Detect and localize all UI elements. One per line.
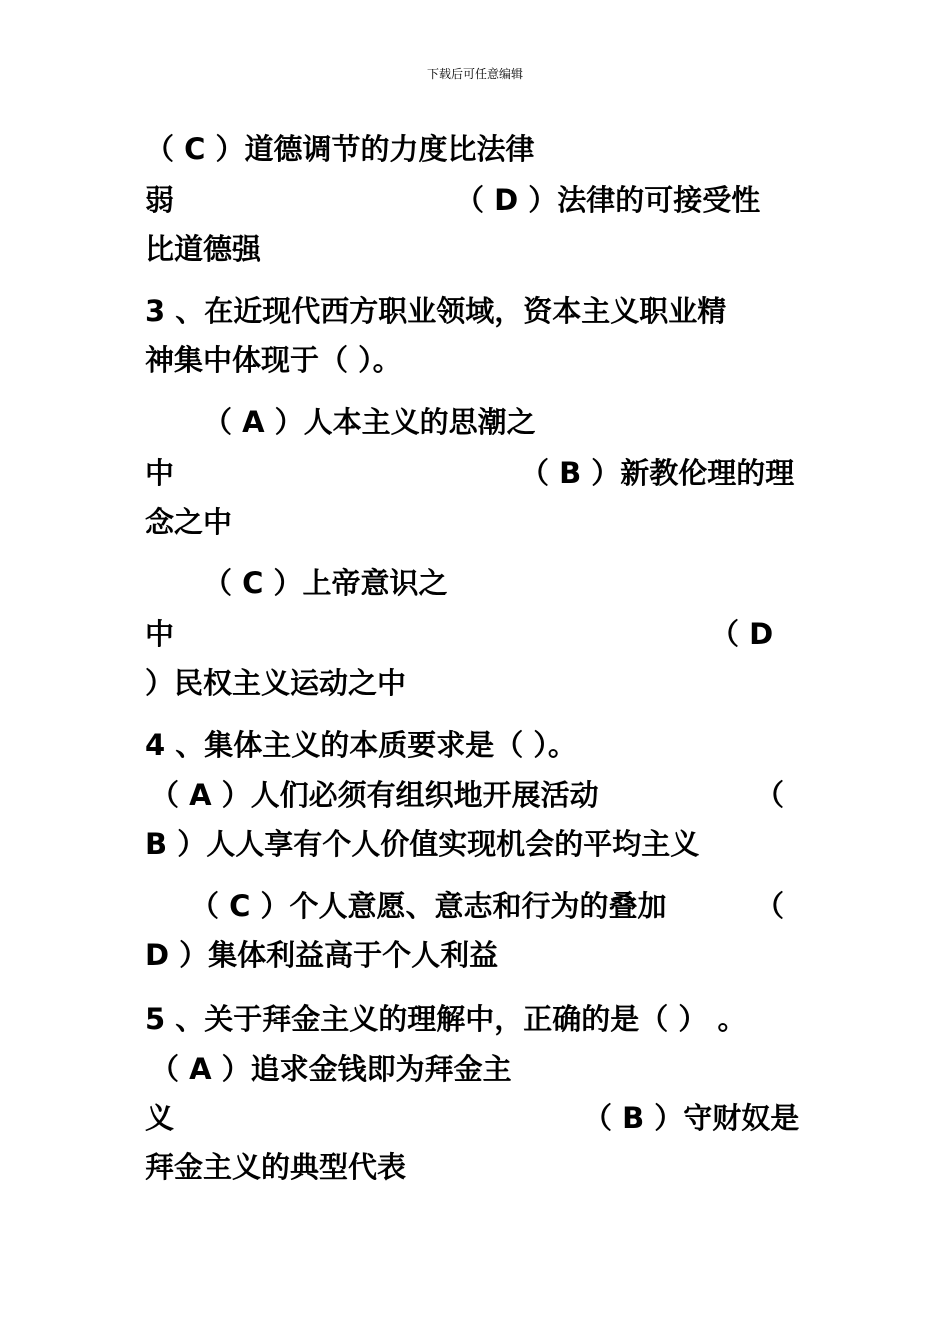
q2-option-c: （ C ）道德调节的力度比法律 — [145, 132, 535, 166]
q3-option-d: （ D — [710, 617, 774, 651]
q2-option-d: （ D ）法律的可接受性 — [455, 183, 761, 217]
q4-option-b: B ）人人享有个人价值实现机会的平均主义 — [145, 827, 700, 861]
q5-question: 5 、关于拜金主义的理解中，正确的是（ ） 。 — [145, 1002, 747, 1036]
q3-option-c: （ C ）上帝意识之 — [203, 566, 448, 600]
q5-option-a: （ A ）追求金钱即为拜金主 — [150, 1052, 512, 1086]
q3-option-a: （ A ）人本主义的思潮之 — [203, 405, 536, 439]
q3-question-continued: 神集中体现于（ ）。 — [145, 343, 402, 377]
q3-option-a-continued: 中 — [145, 456, 175, 490]
q4-option-d: D ）集体利益高于个人利益 — [145, 938, 499, 972]
q4-question: 4 、集体主义的本质要求是（ ）。 — [145, 728, 577, 762]
q4-option-c: （ C ）个人意愿、意志和行为的叠加 — [190, 889, 667, 923]
page-header: 下载后可任意编辑 — [426, 67, 523, 81]
q2-option-c-continued: 弱 — [145, 183, 175, 217]
q3-question: 3 、在近现代西方职业领域，资本主义职业精 — [145, 294, 727, 328]
q4-option-b-paren: （ — [755, 778, 785, 812]
q3-option-b: （ B ）新教伦理的理 — [520, 456, 795, 490]
q3-option-c-continued: 中 — [145, 617, 175, 651]
q3-option-b-continued: 念之中 — [145, 505, 233, 539]
q4-option-d-paren: （ — [755, 889, 785, 923]
q5-option-b: （ B ）守财奴是 — [583, 1101, 800, 1135]
q3-option-d-continued: ）民权主义运动之中 — [145, 666, 407, 700]
q2-option-d-continued: 比道德强 — [145, 232, 262, 266]
q5-option-a-continued: 义 — [145, 1101, 175, 1135]
q4-option-a: （ A ）人们必须有组织地开展活动 — [150, 778, 599, 812]
q5-option-b-continued: 拜金主义的典型代表 — [145, 1150, 407, 1184]
